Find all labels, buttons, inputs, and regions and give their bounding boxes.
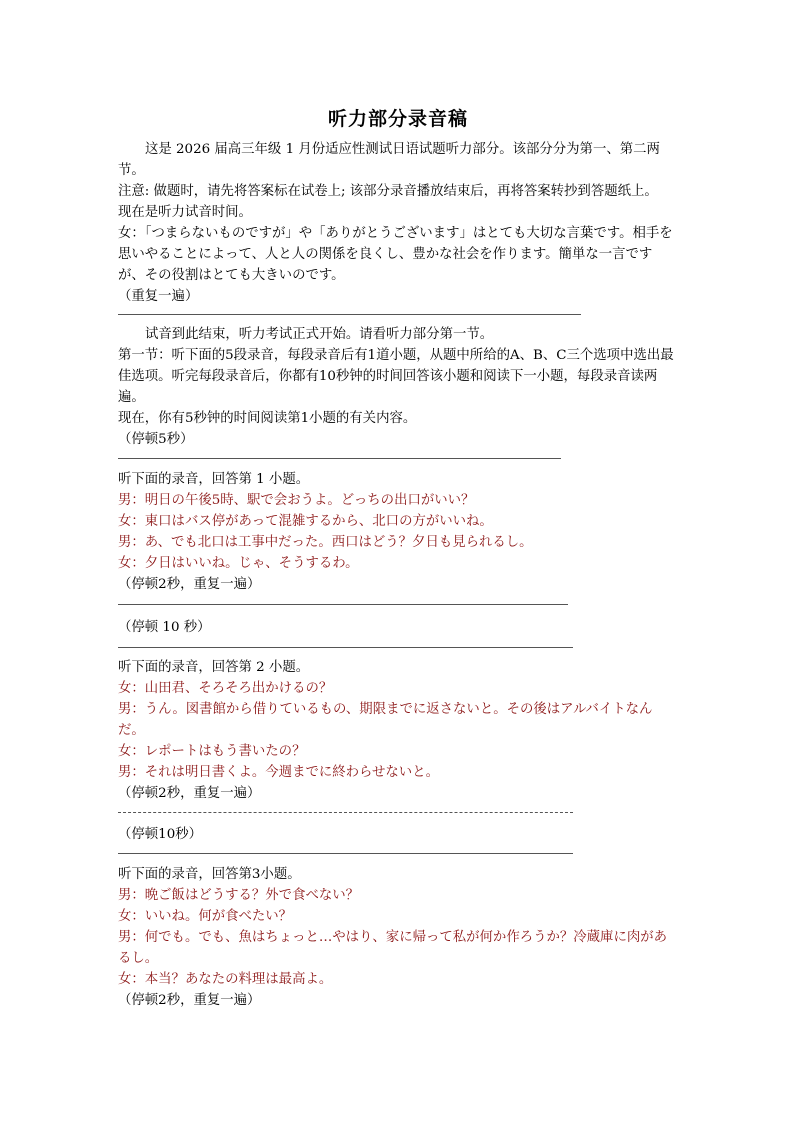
section1-block [118,324,678,450]
separator-line [118,812,573,813]
separator-line [118,604,568,605]
pause-block [118,824,678,845]
question2-block [118,657,678,804]
pause-note: （停顿5秒） [118,432,194,447]
dialogue-line: 女：本当？あなたの料理は最高よ。 [118,972,333,987]
dialogue-line: 女：山田君、そろそろ出かけるの？ [118,681,333,696]
dialogue-line: 女：夕日はいいね。じゃ、そうするわ。 [118,556,359,571]
dialogue-line: 男：それは明日書くよ。今週までに終わらせないと。 [118,765,439,780]
dialogue-line: 女：東口はバス停があって混雑するから、北口の方がいいね。 [118,514,493,529]
question1-block [118,469,678,595]
separator-line [118,458,561,459]
question1-header: 听下面的录音，回答第 1 小题。 [118,472,310,487]
repeat-note: （重复一遍） [118,289,199,304]
intro-section [118,139,678,307]
dialogue-line: 男：あ、でも北口は工事中だった。西口はどう？夕日も見られるし。 [118,535,533,550]
intro-paragraph: 这是 2026 届高三年级 1 月份适应性测试日语试题听力部分。该部分分为第一、第二两节。 [118,142,660,178]
pause-note: （停顿10秒） [118,827,202,842]
section1-preview: 现在，你有5秒钟的时间阅读第1小题的有关内容。 [118,411,417,426]
test-time-text: 现在是听力试音时间。 [118,205,252,220]
question3-header: 听下面的录音，回答第3小题。 [118,867,301,882]
dialogue-line: 男：何でも。でも、魚はちょっと…やはり、家に帰って私が何か作ろうか？冷蔵庫に肉があるし。 [118,930,668,966]
separator-line [118,647,573,648]
pause-note: （停顿 10 秒） [118,620,211,635]
dialogue-line: 男：明日の午後5時、駅で会おうよ。どっちの出口がいい？ [118,493,475,508]
page-title: 听力部分录音稿 [327,108,468,130]
dialogue-line: 男：晩ご飯はどうする？外で食べない？ [118,888,360,903]
pause-block [118,617,678,638]
dialogue-line: 男：うん。図書館から借りているもの、期限までに返さないと。その後はアルバイトなんだ。 [118,702,653,738]
separator-line [118,314,581,315]
dialogue-line: 女：レポートはもう書いたの？ [118,744,306,759]
section1-start: 试音到此结束，听力考试正式开始。请看听力部分第一节。 [145,327,494,342]
repeat-note: （停顿2秒，重复一遍） [118,786,261,801]
notice-text: 注意: 做题时，请先将答案标在试卷上; 该部分录音播放结束后，再将答案转抄到答题纸上。 [118,184,658,199]
repeat-note: （停顿2秒，重复一遍） [118,993,261,1008]
repeat-note: （停顿2秒，重复一遍） [118,577,261,592]
dialogue-line: 女：いいね。何が食べたい？ [118,909,293,924]
separator-line [118,853,573,854]
question2-header: 听下面的录音，回答第 2 小题。 [118,660,310,675]
section1-instructions: 第一节：听下面的5段录音，每段录音后有1道小题，从题中所给的A、B、C三个选项中选出最佳选项。听完每段录音后，你都有10秒钟的时间回答该小题和阅读下一小题，每段录音读两遍。 [118,348,674,405]
sample-dialogue: 女：「つまらないものですが」や「ありがとうございます」はとても大切な言葉です。相手を思いやることによって、人と人の関係を良くし、豊かな社会を作ります。簡単な一言ですが、その役割はとても大きいのです。 [118,226,673,283]
question3-block [118,864,678,1011]
